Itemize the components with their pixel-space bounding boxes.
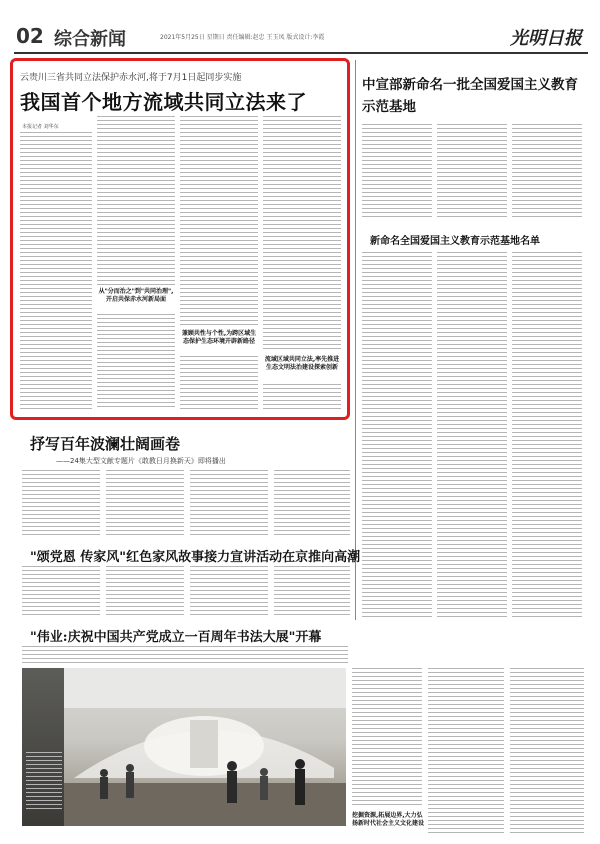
article-3-body-3 — [190, 566, 268, 618]
masthead — [14, 22, 588, 54]
article-4-headline: "伟业:庆祝中国共产党成立一百周年书法大展"开幕 — [30, 630, 322, 645]
lead-byline: 本报记者 刘华东 — [22, 124, 59, 130]
article-2-body-3 — [190, 470, 268, 536]
article-4-body — [22, 646, 348, 664]
exhibition-photo — [64, 668, 346, 826]
name-list-col-1 — [362, 252, 432, 620]
right-article-title: 中宣部新命名一批全国爱国主义教育示范基地 — [362, 77, 578, 115]
article-2-body-4 — [274, 470, 350, 536]
article-3-body-2 — [106, 566, 184, 618]
lower-body-col-2 — [428, 668, 504, 834]
lead-inset-1: 从"分而治之"到"共同治理",开启共保赤水河新局面 — [98, 288, 174, 303]
newspaper-logo: 光明日报 — [510, 28, 582, 49]
article-2-body-2 — [106, 470, 184, 536]
exhibition-photo-art — [64, 668, 346, 826]
photo-caption-lines — [26, 752, 62, 812]
article-2-headline: 抒写百年波澜壮阔画卷 — [30, 435, 181, 453]
lead-body-col-2 — [97, 116, 175, 286]
date-line: 2021年5月25日 星期日 责任编辑:赵忠 王玉凤 版式设计:李霞 — [160, 34, 325, 41]
lead-kicker: 云贵川三省共同立法保护赤水河,将于7月1日起同步实施 — [20, 73, 242, 83]
lead-body-col-3 — [180, 116, 258, 326]
lead-body-col-2b — [97, 314, 175, 410]
lower-body-col-3 — [510, 668, 584, 834]
article-3-body-4 — [274, 566, 350, 618]
name-list-title: 新命名全国爱国主义教育示范基地名单 — [370, 236, 540, 247]
page-number: 02 — [16, 24, 44, 48]
lead-headline: 我国首个地方流域共同立法来了 — [20, 90, 307, 114]
lead-body-col-1 — [20, 132, 92, 410]
lead-inset-3: 流域区域共同立法,率先推进生态文明法治建设探索创新 — [264, 356, 340, 371]
lead-body-col-4 — [263, 116, 341, 352]
article-2-body-1 — [22, 470, 100, 536]
article-3-body-1 — [22, 566, 100, 618]
right-body-col-1 — [362, 124, 432, 220]
lead-body-col-3b — [180, 356, 258, 410]
article-2-subheadline: ——24集大型文献专题片《敢教日月换新天》即将播出 — [56, 457, 226, 465]
lower-body-col-1 — [352, 668, 422, 808]
lead-body-col-4b — [263, 384, 341, 410]
name-list-col-3 — [512, 252, 582, 620]
section-title: 综合新闻 — [54, 29, 126, 50]
right-body-col-2 — [437, 124, 507, 220]
name-list-col-2 — [437, 252, 507, 620]
lead-inset-2: 兼顾共性与个性,为跨区域生态保护生态环境开辟新路径 — [181, 330, 257, 345]
column-divider — [355, 60, 356, 620]
side-note-headline: 挖掘资源,拓展边界,大力弘扬新时代社会主义文化建设 — [352, 812, 425, 827]
right-body-col-3 — [512, 124, 582, 220]
article-3-headline: "颂党恩 传家风"红色家风故事接力宣讲活动在京推向高潮 — [30, 550, 361, 565]
